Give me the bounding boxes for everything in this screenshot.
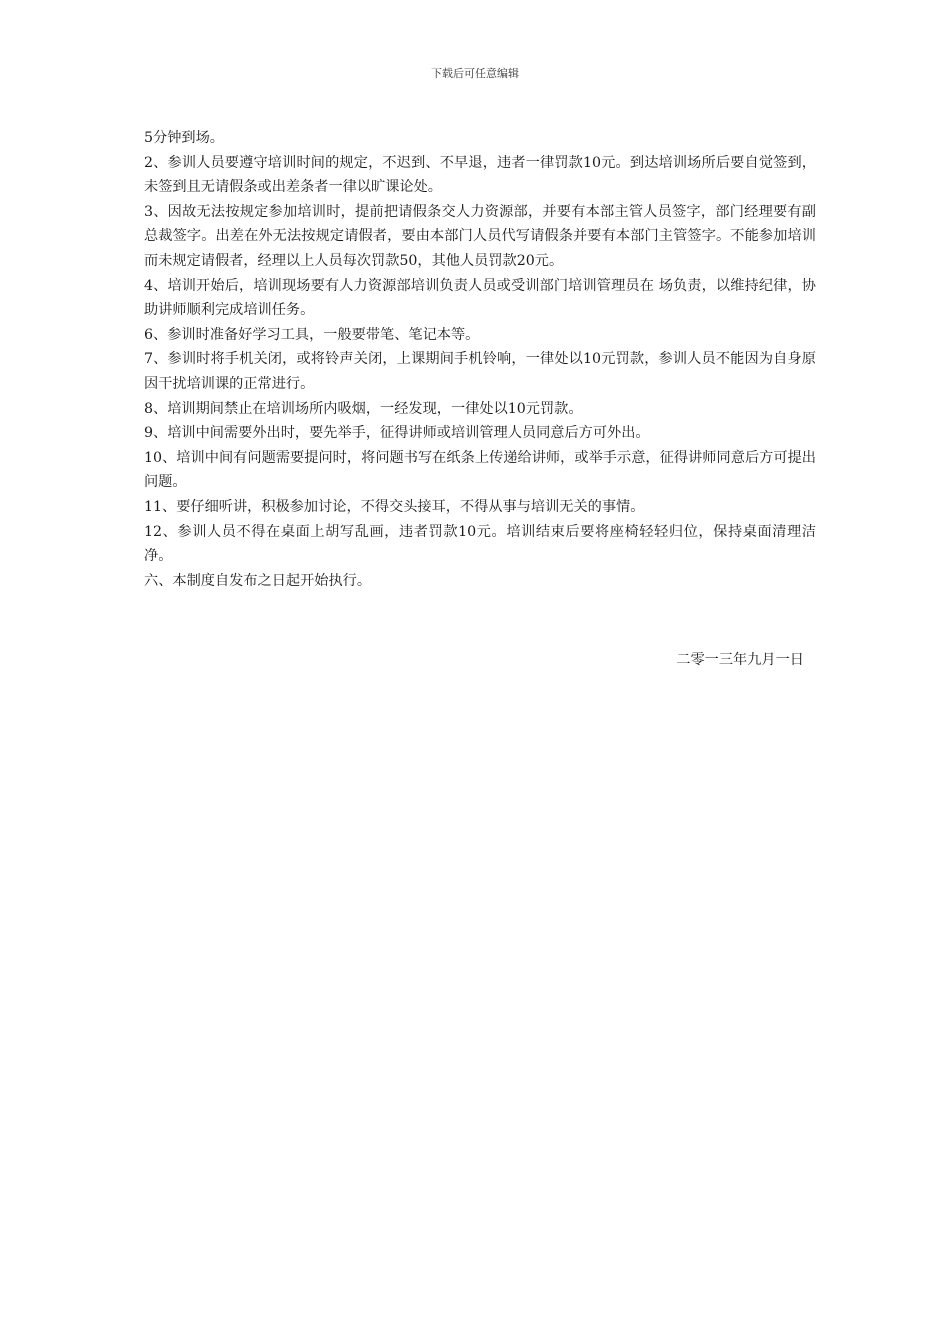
issue-date: 二零一三年九月一日 [676, 652, 804, 668]
paragraph-rule-3: 3、因故无法按规定参加培训时，提前把请假条交人力资源部，并要有本部主管人员签字，部门经理要有副总裁签字。出差在外无法按规定请假者，要由本部门人员代写请假条并要有本部门主管签字。不能参加培训而未规定请假者，经理以上人员每次罚款50，其他人员罚款20元。 [144, 203, 816, 269]
paragraph-rule-9: 9、培训中间需要外出时，要先举手，征得讲师或培训管理人员同意后方可外出。 [144, 425, 650, 442]
paragraph-rule-10: 10、培训中间有问题需要提问时，将问题书写在纸条上传递给讲师，或举手示意，征得讲师同意后方可提出问题。 [144, 449, 816, 491]
paragraph-rule-7: 7、参训时将手机关闭，或将铃声关闭，上课期间手机铃响，一律处以10元罚款，参训人员不能因为自身原因干扰培训课的正常进行。 [144, 351, 816, 392]
page-header: 下载后可任意编辑 [431, 67, 519, 80]
paragraph-rule-8: 8、培训期间禁止在培训场所内吸烟，一经发现，一律处以10元罚款。 [144, 400, 583, 417]
paragraph-rule-12: 12、参训人员不得在桌面上胡写乱画，违者罚款10元。培训结束后要将座椅轻轻归位，保持桌面清理洁净。 [144, 523, 816, 565]
paragraph-section-6: 六、本制度自发布之日起开始执行。 [144, 572, 372, 589]
paragraph-continuation: 5分钟到场。 [144, 130, 224, 146]
document-body [144, 126, 816, 593]
paragraph-rule-2: 2、参训人员要遵守培训时间的规定，不迟到、不早退，违者一律罚款10元。到达培训场所后要自觉签到，未签到且无请假条或出差条者一律以旷课论处。 [144, 154, 816, 196]
paragraph-rule-4: 4、培训开始后，培训现场要有人力资源部培训负责人员或受训部门培训管理员在 场负责，以维持纪律，协助讲师顺利完成培训任务。 [144, 277, 816, 319]
paragraph-rule-11: 11、要仔细听讲，积极参加讨论，不得交头接耳，不得从事与培训无关的事情。 [144, 498, 645, 515]
paragraph-rule-6: 6、参训时准备好学习工具，一般要带笔、笔记本等。 [144, 326, 480, 343]
